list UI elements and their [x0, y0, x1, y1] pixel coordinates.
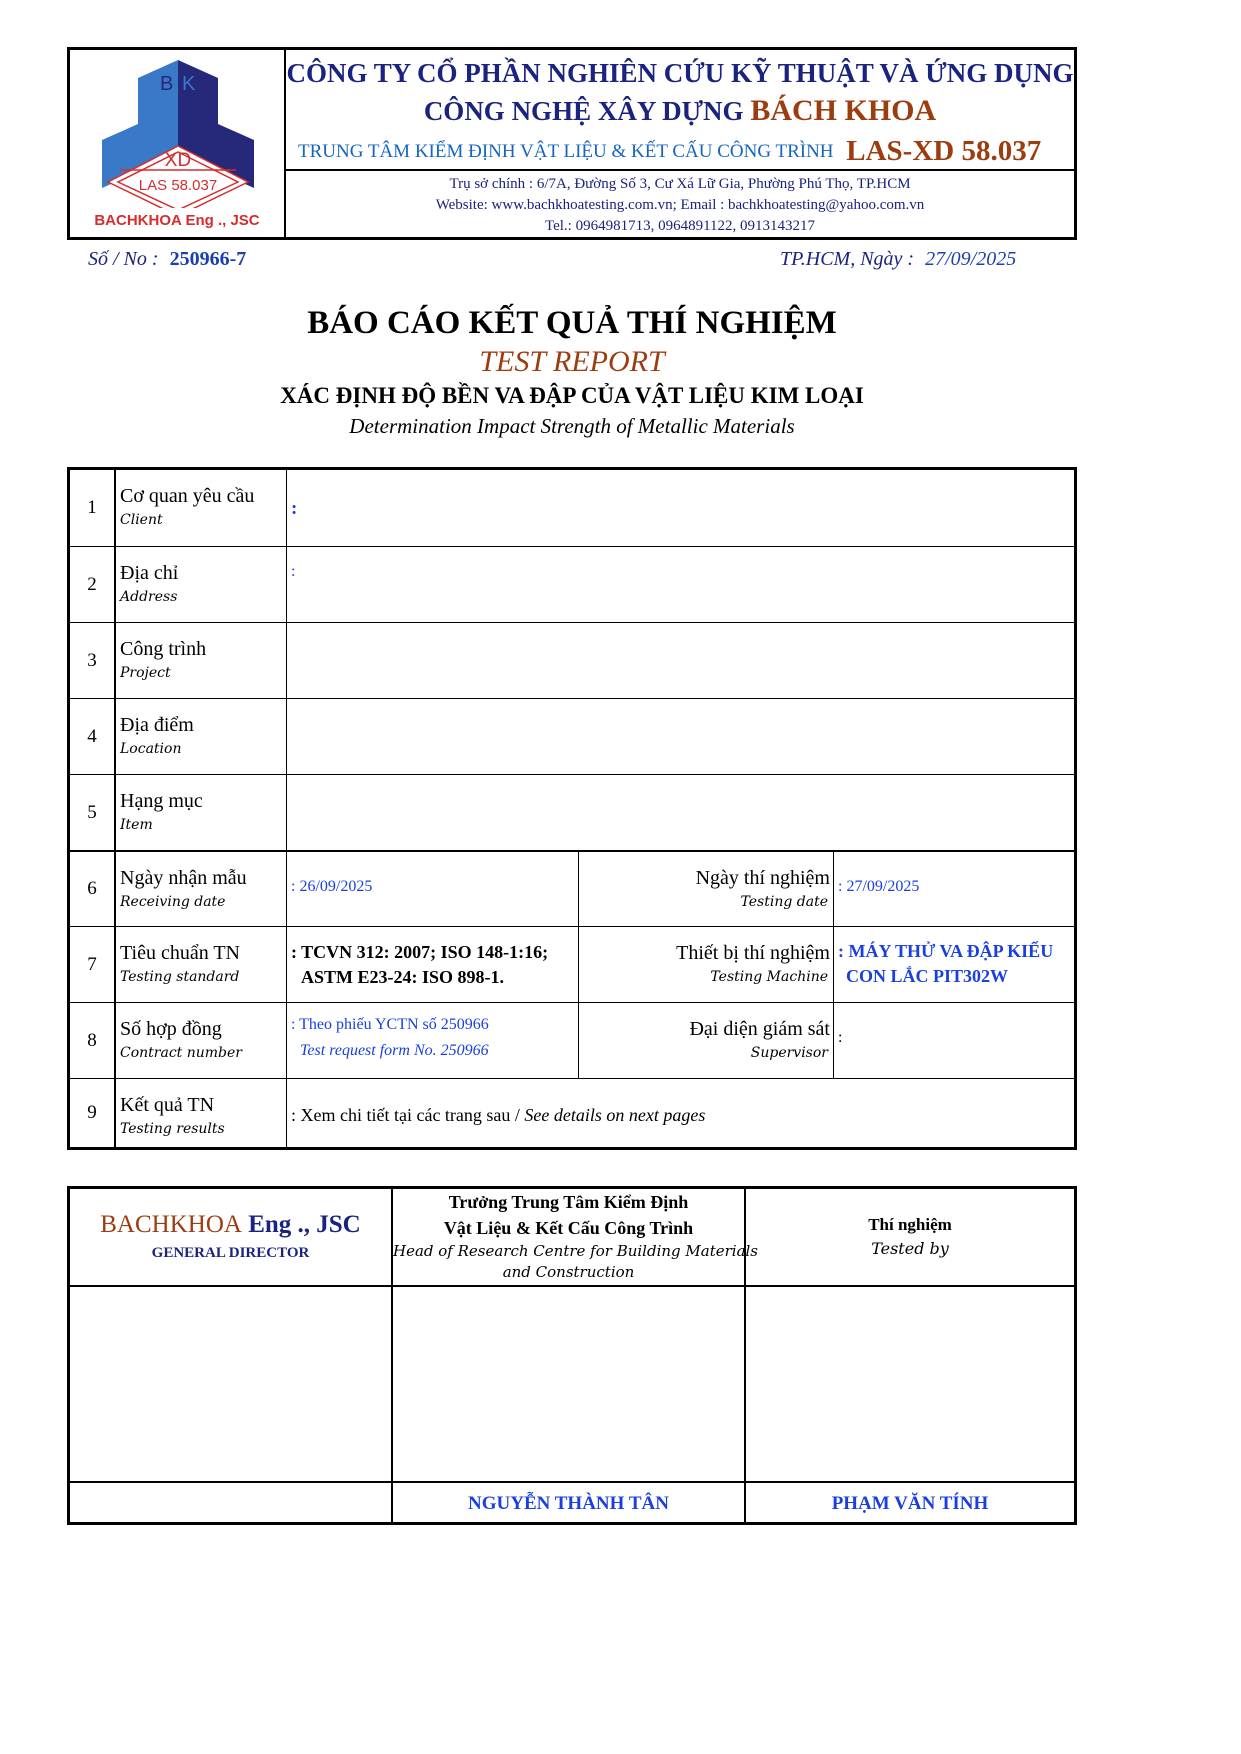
row-label: [116, 547, 287, 622]
row-label-vi: Công trình: [120, 638, 207, 660]
testing-date-label-vi: Ngày thí nghiệm: [695, 867, 830, 889]
center-code: LAS-XD 58.037: [846, 135, 1042, 167]
testing-machine-line1: : MÁY THỬ VA ĐẬP KIỂU: [838, 941, 1054, 961]
supervisor-value-text: :: [838, 1029, 843, 1046]
signature-tester: [746, 1189, 1074, 1522]
client-value-text: :: [291, 498, 298, 519]
logo-caption: BACHKHOA Eng ., JSC: [94, 212, 260, 229]
row-label-vi: Kết quả TN: [120, 1094, 215, 1116]
testing-date-label: [579, 852, 834, 926]
testing-machine-label-vi: Thiết bị thí nghiệm: [676, 942, 830, 964]
row-label: [116, 1079, 287, 1147]
row-label-vi: Tiêu chuẩn TN: [120, 942, 240, 964]
tester-title: Thí nghiệm: [868, 1215, 952, 1234]
row-label-en: Contract number: [120, 1045, 242, 1061]
table-row: [70, 774, 1074, 850]
row-number: 8: [70, 1003, 116, 1078]
table-row: [70, 622, 1074, 698]
row-label: [116, 699, 287, 774]
table-row: [70, 698, 1074, 774]
row-number: 9: [70, 1079, 116, 1147]
row-label-vi: Số hợp đồng: [120, 1018, 222, 1040]
company-website-email: Website: www.bachkhoatesting.com.vn; Email : bachkhoatesting@yahoo.com.vn: [435, 197, 925, 213]
company-logo-icon: [98, 58, 258, 208]
testing-results-value[interactable]: [287, 1079, 1074, 1147]
supervisor-label: [579, 1003, 834, 1078]
row-number: 2: [70, 547, 116, 622]
logo-las: LAS 58.037: [138, 177, 218, 194]
center-name-line: [298, 132, 1041, 165]
table-row: [70, 850, 1074, 926]
testing-date-label-en: Testing date: [740, 894, 828, 910]
row-number: 5: [70, 775, 116, 850]
testing-results-vi: : Xem chi tiết tại các trang sau /: [291, 1105, 525, 1125]
logo-xd: XD: [164, 150, 192, 171]
row-label-en: Address: [120, 589, 178, 605]
location-value[interactable]: [287, 699, 1074, 774]
signature-name-divider: [70, 1481, 1074, 1483]
logo-letter-k: K: [182, 73, 196, 95]
director-brand: BACHKHOA: [100, 1211, 242, 1238]
row-label-en: Receiving date: [120, 894, 226, 910]
signature-head: [393, 1189, 759, 1522]
row-label: [116, 927, 287, 1002]
head-title-en2: and Construction: [502, 1263, 635, 1281]
testing-date-value[interactable]: [834, 852, 1074, 926]
testing-standard-line1: : TCVN 312: 2007; ISO 148-1:16;: [291, 942, 549, 962]
item-value[interactable]: [287, 775, 1074, 850]
row-label: [116, 775, 287, 850]
row-number: 4: [70, 699, 116, 774]
logo-letter-b: B: [160, 73, 174, 95]
address-value[interactable]: [287, 547, 1074, 622]
company-name-line2: [286, 94, 1074, 128]
table-row: [70, 926, 1074, 1002]
row-label-en: Project: [120, 665, 171, 681]
company-phone: Tel.: 0964981713, 0964891122, 0913143217: [544, 218, 816, 234]
director-brand-suffix: Eng ., JSC: [241, 1211, 361, 1238]
row-label-vi: Địa chỉ: [120, 562, 179, 584]
company-name-block: [286, 50, 1074, 171]
company-brand: BÁCH KHOA: [750, 94, 937, 127]
testing-machine-line2: CON LẮC PIT302W: [846, 966, 1009, 986]
tester-title-en: Tested by: [871, 1239, 949, 1258]
row-label-en: Location: [120, 741, 182, 757]
row-label-en: Testing results: [120, 1121, 225, 1137]
row-number: 3: [70, 623, 116, 698]
center-name: TRUNG TÂM KIỂM ĐỊNH VẬT LIỆU & KẾT CẤU CÔNG TRÌNH: [298, 141, 834, 162]
row-label-vi: Hạng mục: [120, 790, 203, 812]
info-table: [67, 467, 1077, 1150]
row-label-vi: Địa điểm: [120, 714, 194, 736]
logo-cell: [70, 50, 286, 237]
row-label: [116, 470, 287, 546]
testing-results-text: [291, 1105, 705, 1126]
director-role: GENERAL DIRECTOR: [151, 1245, 310, 1261]
row-label-en: Client: [120, 512, 163, 528]
contact-block: [286, 171, 1074, 237]
company-address: Trụ sở chính : 6/7A, Đường Số 3, Cư Xá Lữ Gia, Phường Phú Thọ, TP.HCM: [449, 176, 911, 192]
row-label-vi: Cơ quan yêu cầu: [120, 485, 255, 507]
head-title-en1: Head of Research Centre for Building Materials: [393, 1242, 759, 1260]
report-date-label: TP.HCM, Ngày :: [780, 248, 915, 270]
row-number: 7: [70, 927, 116, 1002]
row-label-en: Testing standard: [120, 969, 240, 985]
company-name-line1: CÔNG TY CỔ PHẦN NGHIÊN CỨU KỸ THUẬT VÀ ỨNG DỤNG: [286, 58, 1074, 88]
row-number: 1: [70, 470, 116, 546]
report-date: [780, 248, 1016, 271]
row-label: [116, 852, 287, 926]
report-title-en: TEST REPORT: [479, 345, 665, 378]
head-title-line2: Vật Liệu & Kết Cấu Công Trình: [443, 1218, 694, 1238]
row-label: [116, 1003, 287, 1078]
contract-number-line1: : Theo phiếu YCTN số 250966: [291, 1016, 489, 1033]
testing-machine-label-en: Testing Machine: [710, 969, 828, 985]
company-name-prefix: CÔNG NGHỆ XÂY DỰNG: [423, 96, 744, 126]
project-value[interactable]: [287, 623, 1074, 698]
row-number: 6: [70, 852, 116, 926]
report-subtitle-en: Determination Impact Strength of Metallic Materials: [349, 414, 795, 438]
signature-director: [70, 1189, 393, 1522]
report-number: [88, 248, 246, 271]
head-name: NGUYỄN THÀNH TÂN: [468, 1493, 669, 1514]
report-subtitle: XÁC ĐỊNH ĐỘ BỀN VA ĐẬP CỦA VẬT LIỆU KIM LOẠI: [280, 383, 864, 408]
testing-results-en: See details on next pages: [524, 1105, 706, 1125]
testing-machine-label: [579, 927, 834, 1002]
report-number-label: Số / No :: [88, 248, 159, 270]
row-label-vi: Ngày nhận mẫu: [120, 867, 247, 889]
table-row: [70, 546, 1074, 622]
supervisor-label-vi: Đại diện giám sát: [689, 1018, 830, 1040]
testing-standard-value[interactable]: [287, 927, 579, 1002]
head-title-line1: Trưởng Trung Tâm Kiểm Định: [448, 1192, 689, 1212]
contract-number-line2: Test request form No. 250966: [300, 1042, 489, 1059]
row-label-en: Item: [120, 817, 153, 833]
contract-number-value[interactable]: [287, 1003, 579, 1078]
supervisor-label-en: Supervisor: [750, 1045, 828, 1061]
testing-date-text: : 27/09/2025: [838, 878, 920, 895]
testing-machine-value[interactable]: [834, 927, 1074, 1002]
signature-table: [67, 1186, 1077, 1525]
letterhead: [67, 47, 1077, 240]
table-row: [70, 470, 1074, 546]
row-label: [116, 623, 287, 698]
report-number-value: 250966-7: [169, 248, 247, 270]
tester-name: PHẠM VĂN TÍNH: [831, 1493, 989, 1514]
receiving-date-text: : 26/09/2025: [291, 878, 373, 895]
address-value-text: :: [291, 563, 296, 580]
report-title: BÁO CÁO KẾT QUẢ THÍ NGHIỆM: [307, 305, 837, 341]
table-row: [70, 1002, 1074, 1078]
director-company: [70, 1211, 391, 1239]
signature-header-divider: [70, 1285, 1074, 1287]
report-date-value: 27/09/2025: [925, 248, 1017, 270]
receiving-date-value[interactable]: [287, 852, 579, 926]
client-value[interactable]: [287, 470, 1074, 546]
supervisor-value[interactable]: [834, 1003, 1074, 1078]
testing-standard-line2: ASTM E23-24: ISO 898-1.: [301, 967, 505, 987]
table-row: [70, 1078, 1074, 1147]
